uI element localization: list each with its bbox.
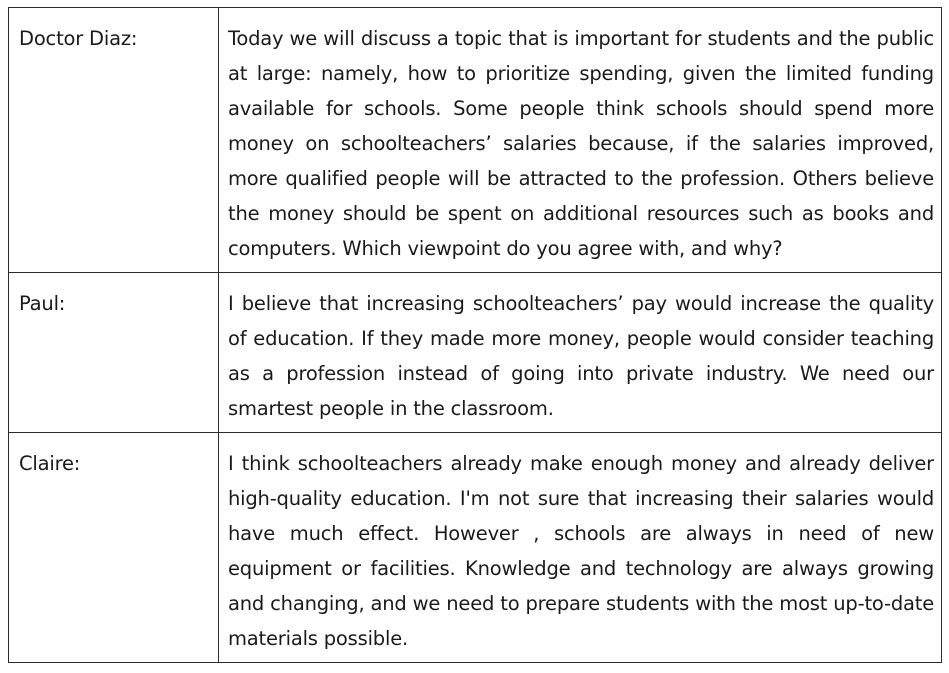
statement-cell: I think schoolteachers already make enough money and already deliver high-quality education. I'm not sure that increasing their salaries would have much effect. However , schools are always in need of new equipment or facilities. Knowledge and technology are always growing and changing, and we need to prepare students with the most up-to-date materials possible. — [219, 433, 942, 663]
table-row — [9, 273, 942, 433]
statement-cell: I believe that increasing schoolteachers’ pay would increase the quality of education. If they made more money, people would consider teaching as a profession instead of going into private industry. We need our smartest people in the classroom. — [219, 273, 942, 433]
statement-cell: Today we will discuss a topic that is important for students and the public at large: namely, how to prioritize spending, given the limited funding available for schools. Some people think schools should spend more money on schoolteachers’ salaries because, if the salaries improved, more qualified people will be attracted to the profession. Others believe the money should be spent on additional resources such as books and computers. Which viewpoint do you agree with, and why? — [219, 8, 942, 273]
speaker-cell: Claire: — [9, 433, 219, 663]
discussion-document — [8, 7, 942, 663]
speaker-cell: Paul: — [9, 273, 219, 433]
table-row — [9, 433, 942, 663]
table-row — [9, 8, 942, 273]
discussion-table — [8, 7, 942, 663]
speaker-cell: Doctor Diaz: — [9, 8, 219, 273]
